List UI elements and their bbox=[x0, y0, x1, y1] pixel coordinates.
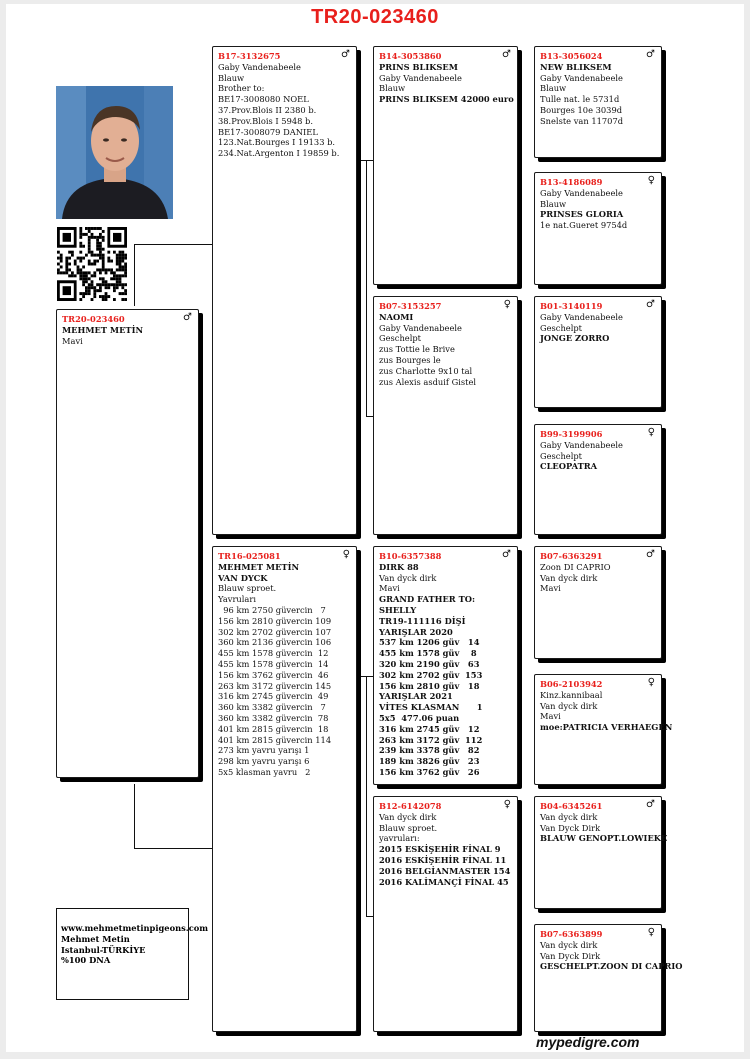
connector-line bbox=[134, 848, 212, 849]
card-line: Geschelpt bbox=[379, 333, 421, 344]
card-line: 298 km yavru yarışı 6 bbox=[218, 756, 310, 767]
card-line: VAN DYCK bbox=[218, 572, 268, 583]
website-link[interactable]: www.mehmetmetinpigeons.com bbox=[61, 923, 209, 933]
connector-line bbox=[134, 244, 212, 245]
pigeon-card-sire-dam[interactable] bbox=[373, 296, 518, 535]
owner-location: Istanbul-TÜRKİYE bbox=[61, 944, 146, 955]
card-line: DIRK 88 bbox=[379, 561, 419, 572]
male-icon: ♂ bbox=[502, 49, 511, 60]
male-icon: ♂ bbox=[646, 549, 655, 560]
card-line: 455 km 1578 güvercin 12 bbox=[218, 648, 329, 659]
pigeon-card-dam-sire[interactable] bbox=[373, 546, 518, 785]
pigeon-card-ssd[interactable] bbox=[534, 172, 662, 285]
card-line: 156 km 2810 güvercin 109 bbox=[218, 615, 332, 626]
card-line: 156 km 2810 güv 18 bbox=[379, 680, 480, 691]
ring-number: B01-3140119 bbox=[540, 301, 603, 311]
card-line: Mavi bbox=[540, 583, 561, 594]
pigeon-card-dam[interactable] bbox=[212, 546, 357, 1032]
card-line: PRINS BLIKSEM 42000 euro bbox=[379, 94, 514, 105]
card-line: PRINSES GLORIA bbox=[540, 209, 624, 220]
connector-line bbox=[366, 676, 367, 916]
pigeon-card-sire[interactable] bbox=[212, 46, 357, 535]
card-line: 401 km 2815 güvercin 114 bbox=[218, 734, 332, 745]
card-line: 360 km 3382 güvercin 7 bbox=[218, 702, 326, 713]
pigeon-card-dds[interactable] bbox=[534, 796, 668, 909]
card-line: 2016 BELGİANMASTER 154 bbox=[379, 865, 511, 876]
card-line: NAOMI bbox=[379, 311, 414, 322]
dna-note: %100 DNA bbox=[61, 955, 111, 966]
card-line: 96 km 2750 güvercin 7 bbox=[218, 604, 326, 615]
card-line: CLEOPATRA bbox=[540, 461, 598, 472]
male-icon: ♂ bbox=[646, 49, 655, 60]
connector-line bbox=[518, 344, 519, 468]
card-line: 302 km 2702 güvercin 107 bbox=[218, 626, 332, 637]
ring-number: B04-6345261 bbox=[540, 801, 603, 811]
card-line: 2016 ESKİŞEHİR FİNAL 11 bbox=[379, 854, 507, 865]
card-line: Brother to: bbox=[218, 83, 265, 94]
card-line: Gaby Vandenabeele bbox=[540, 439, 623, 450]
ring-number: B13-3056024 bbox=[540, 51, 603, 61]
card-line: Geschelpt bbox=[540, 322, 582, 333]
card-line: Van Dyck Dirk bbox=[540, 822, 601, 833]
card-line: Blauw bbox=[540, 198, 567, 209]
card-line: Van dyck dirk bbox=[379, 572, 437, 583]
card-line: Geschelpt bbox=[540, 450, 582, 461]
card-line: Gaby Vandenabeele bbox=[540, 311, 623, 322]
card-line: 316 km 2745 güv 12 bbox=[379, 723, 480, 734]
card-line: Van dyck dirk bbox=[379, 811, 437, 822]
card-line: 273 km yavru yarışı 1 bbox=[218, 745, 310, 756]
card-line: zus Alexis asduif Gistel bbox=[379, 376, 477, 387]
ring-number: B13-4186089 bbox=[540, 177, 603, 187]
female-icon: ♀ bbox=[647, 175, 655, 186]
female-icon: ♀ bbox=[647, 927, 655, 938]
card-line: Gaby Vandenabeele bbox=[379, 72, 462, 83]
card-line: 123.Nat.Bourges I 19133 b. bbox=[218, 137, 336, 148]
female-icon: ♀ bbox=[342, 549, 350, 560]
card-line: 360 km 2136 güvercin 106 bbox=[218, 637, 332, 648]
card-line: 263 km 3172 güv 112 bbox=[379, 734, 483, 745]
connector-line bbox=[518, 112, 519, 228]
card-line: YARIŞLAR 2021 bbox=[379, 691, 453, 702]
card-line: BLAUW GENOPT.LOWIEKE bbox=[540, 833, 668, 844]
card-line: 455 km 1578 güv 8 bbox=[379, 648, 477, 659]
card-line: 189 km 3826 güv 23 bbox=[379, 756, 480, 767]
card-line: 360 km 3382 güvercin 78 bbox=[218, 712, 329, 723]
card-line: 263 km 3172 güvercin 145 bbox=[218, 680, 332, 691]
ring-number: B12-6142078 bbox=[379, 801, 442, 811]
brand-logo[interactable]: mypedigre.com bbox=[536, 1034, 640, 1050]
ring-number: B99-3199906 bbox=[540, 429, 603, 439]
connector-line bbox=[518, 596, 519, 720]
card-line: BE17-3008080 NOEL bbox=[218, 94, 309, 105]
owner-photo bbox=[56, 86, 173, 219]
female-icon: ♀ bbox=[503, 799, 511, 810]
card-line: Van dyck dirk bbox=[540, 939, 598, 950]
card-line: 455 km 1578 güvercin 14 bbox=[218, 658, 329, 669]
card-line: 156 km 3762 güv 26 bbox=[379, 766, 480, 777]
ring-number: B07-3153257 bbox=[379, 301, 442, 311]
card-line: PRINS BLIKSEM bbox=[379, 61, 458, 72]
card-line: GRAND FATHER TO: bbox=[379, 594, 476, 605]
card-line: yavruları: bbox=[379, 833, 420, 844]
card-line: 401 km 2815 güvercin 18 bbox=[218, 723, 329, 734]
connector-line bbox=[366, 916, 373, 917]
ring-number: B10-6357388 bbox=[379, 551, 442, 561]
card-line: 320 km 2190 güv 63 bbox=[379, 658, 480, 669]
card-line: Gaby Vandenabeele bbox=[218, 61, 301, 72]
ring-number: B07-6363899 bbox=[540, 929, 603, 939]
card-line: Bourges 10e 3039d bbox=[540, 104, 623, 115]
card-line: Yavruları bbox=[218, 594, 256, 605]
card-line: moe:PATRICIA VERHAEGEN bbox=[540, 722, 673, 733]
card-line: 316 km 2745 güvercin 49 bbox=[218, 691, 329, 702]
connector-line bbox=[366, 160, 367, 416]
card-line: MEHMET METİN bbox=[62, 324, 144, 335]
male-icon: ♂ bbox=[646, 299, 655, 310]
card-line: Mavi bbox=[540, 711, 561, 722]
card-line: TR19-111116 DİŞİ bbox=[379, 615, 466, 626]
card-line: 2016 KALİMANÇİ FİNAL 45 bbox=[379, 876, 509, 887]
card-line: 239 km 3378 güv 82 bbox=[379, 745, 480, 756]
card-line: Van Dyck Dirk bbox=[540, 950, 601, 961]
card-line: BE17-3008079 DANIEL bbox=[218, 126, 318, 137]
female-icon: ♀ bbox=[647, 427, 655, 438]
card-line: Gaby Vandenabeele bbox=[540, 72, 623, 83]
card-line: Van dyck dirk bbox=[540, 700, 598, 711]
card-line: Mavi bbox=[62, 335, 83, 346]
card-line: 37.Prov.Blois II 2380 b. bbox=[218, 104, 317, 115]
female-icon: ♀ bbox=[647, 677, 655, 688]
card-line: Kinz.kannibaal bbox=[540, 689, 603, 700]
card-line: 234.Nat.Argenton I 19859 b. bbox=[218, 148, 340, 159]
pigeon-card-sire-sire[interactable] bbox=[373, 46, 518, 285]
card-line: zus Charlotte 9x10 tal bbox=[379, 365, 473, 376]
pigeon-card-sdd[interactable] bbox=[534, 424, 662, 535]
male-icon: ♂ bbox=[502, 549, 511, 560]
connector-line bbox=[134, 784, 135, 848]
card-line: 156 km 3762 güvercin 46 bbox=[218, 669, 329, 680]
card-line: Snelste van 11707d bbox=[540, 115, 624, 126]
connector-line bbox=[357, 676, 373, 677]
pigeon-card-dam-dam[interactable] bbox=[373, 796, 518, 1032]
connector-line bbox=[357, 160, 373, 161]
male-icon: ♂ bbox=[646, 799, 655, 810]
card-line: zus Tottie le Brive bbox=[379, 344, 455, 355]
connector-line bbox=[518, 852, 519, 976]
pedigree-title: TR20-023460 bbox=[311, 6, 439, 28]
card-line: 1e nat.Gueret 9754d bbox=[540, 220, 628, 231]
card-line: 38.Prov.Blois I 5948 b. bbox=[218, 115, 313, 126]
card-line: Blauw bbox=[540, 83, 567, 94]
card-line: zus Bourges le bbox=[379, 354, 441, 365]
card-line: VİTES KLASMAN 1 bbox=[379, 702, 483, 713]
card-line: 5x5 477.06 puan bbox=[379, 712, 460, 723]
card-line: Gaby Vandenabeele bbox=[540, 187, 623, 198]
pigeon-card-ddd[interactable] bbox=[534, 924, 683, 1032]
pigeon-card-subject[interactable] bbox=[56, 309, 199, 778]
female-icon: ♀ bbox=[503, 299, 511, 310]
card-line: Blauw bbox=[218, 72, 245, 83]
pigeon-card-sds[interactable] bbox=[534, 296, 662, 408]
card-line: YARIŞLAR 2020 bbox=[379, 626, 453, 637]
card-line: 5x5 klasman yavru 2 bbox=[218, 766, 311, 777]
pigeon-card-dsd[interactable] bbox=[534, 674, 673, 785]
pigeon-card-dss[interactable] bbox=[534, 546, 662, 659]
card-line: Van dyck dirk bbox=[540, 811, 598, 822]
male-icon: ♂ bbox=[341, 49, 350, 60]
ring-number: B14-3053860 bbox=[379, 51, 442, 61]
card-line: Blauw bbox=[379, 83, 406, 94]
card-line: Van dyck dirk bbox=[540, 572, 598, 583]
card-line: JONGE ZORRO bbox=[540, 333, 610, 344]
card-line: Gaby Vandenabeele bbox=[379, 322, 462, 333]
card-line: Blauw sproet. bbox=[379, 822, 438, 833]
card-line: 537 km 1206 güv 14 bbox=[379, 637, 480, 648]
card-line: SHELLY bbox=[379, 604, 417, 615]
card-line: Zoon DI CAPRIO bbox=[540, 561, 611, 572]
connector-line bbox=[366, 416, 373, 417]
card-line: 302 km 2702 güv 153 bbox=[379, 669, 483, 680]
card-line: NEW BLIKSEM bbox=[540, 61, 612, 72]
card-line: Mavi bbox=[379, 583, 400, 594]
ring-number: TR20-023460 bbox=[62, 314, 125, 324]
ring-number: B07-6363291 bbox=[540, 551, 603, 561]
ring-number: TR16-025081 bbox=[218, 551, 281, 561]
owner-contact-box bbox=[56, 908, 209, 1000]
card-line: Blauw sproet. bbox=[218, 583, 277, 594]
owner-name: Mehmet Metin bbox=[61, 933, 130, 944]
card-line: 2015 ESKİŞEHİR FİNAL 9 bbox=[379, 844, 501, 855]
pigeon-card-sss[interactable] bbox=[534, 46, 662, 158]
connector-line bbox=[134, 244, 135, 306]
ring-number: B06-2103942 bbox=[540, 679, 603, 689]
card-line: GESCHELPT.ZOON DI CAPRIO bbox=[540, 961, 683, 972]
ring-number: B17-3132675 bbox=[218, 51, 281, 61]
male-icon: ♂ bbox=[183, 312, 192, 323]
qr-code[interactable] bbox=[57, 227, 127, 301]
card-line: Tulle nat. le 5731d bbox=[540, 94, 620, 105]
card-line: MEHMET METİN bbox=[218, 561, 300, 572]
